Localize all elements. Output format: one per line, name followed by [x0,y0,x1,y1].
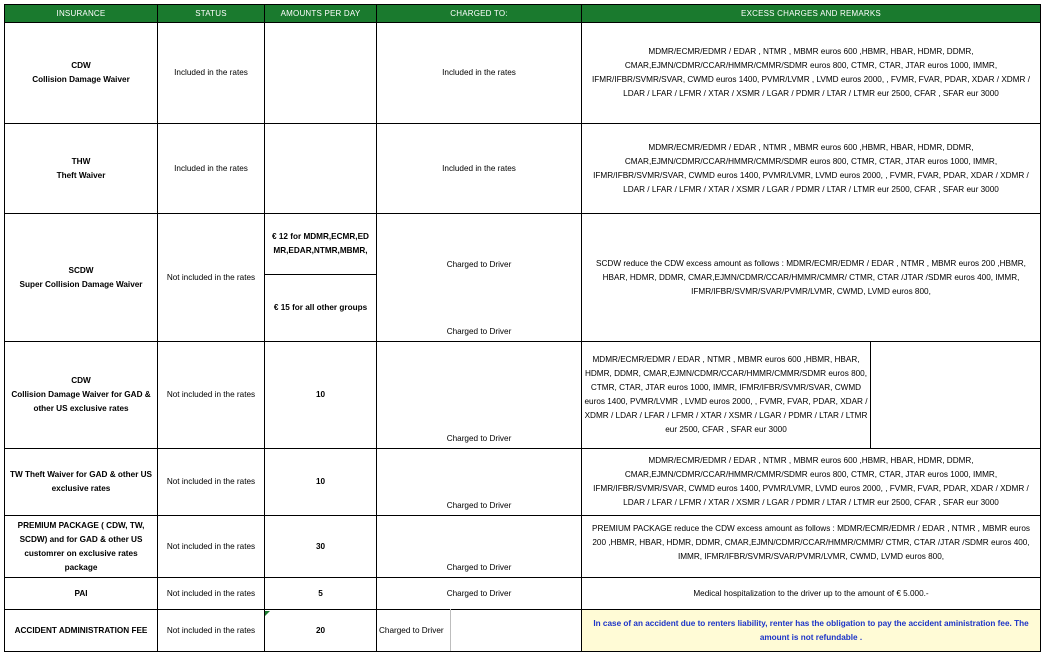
amount-cell: 30 [315,541,326,551]
amount-cell: € 15 for all other groups [273,303,368,312]
charged-cell: Included in the rates [442,68,516,77]
remarks-cell: PREMIUM PACKAGE reduce the CDW excess amount as follows : MDMR/ECMR/EDMR / EDAR , NTMR , MBMR euros 200 ,HBMR, HBAR, HDMR, DDMR, CMAR,EJMN/CDMR/CCAR/HMMR/CMMR/ CTMR, CTAR /JTAR /SDMR euros 400, IMMR, IFMR/IFBR/SVMR/SVAR/PVMR/LVMR, CWMD, LVMD euros 800, [592,524,1030,561]
remarks-cell: Medical hospitalization to the driver up to the amount of € 5.000.- [693,588,929,598]
header-status: STATUS [158,5,264,22]
remarks-cell: MDMR/ECMR/EDMR / EDAR , NTMR , MBMR euros 600 ,HBMR, HBAR, HDMR, DDMR, CMAR,EJMN/CDMR/CCAR/HMMR/CMMR/SDMR euros 800, CTMR, CTAR, JTAR euros 1000, IMMR, IFMR/IFBR/SVMR/SVAR, CWMD euros 1400, PVMR/LVMR, LVMD euros 2000, , FVMR, FVAR, PDAR, XDAR / XDMR / LDAR / LFAR / LFMR / XTAR / XSMR / LGAR / PDMR / LTAR / LTMR eur 2500, CFAR , SFAR eur 3000 [593,142,1029,194]
charged-cell: Charged to Driver [446,434,512,443]
amount-cell [265,23,376,123]
header-amounts: AMOUNTS PER DAY [265,5,376,22]
remarks-cell: MDMR/ECMR/EDMR / EDAR , NTMR , MBMR euros 600 ,HBMR, HBAR, HDMR, DDMR, CMAR,EJMN/CDMR/CCAR/HMMR/CMMR/SDMR euros 800, CTMR, CTAR, JTAR euros 1000, IMMR, IFMR/IFBR/SVMR/SVAR, CWMD euros 1400, PVMR/LVMR , LVMD euros 2000, , FVMR, FVAR, PDAR, XDAR / XDMR / LDAR / LFAR / LFMR / XTAR / XSMR / LGAR / PDMR / LTAR / LTMR eur 2500, CFAR , SFAR eur 3000 [592,47,1030,98]
table-row-tw-gad-name: TW Theft Waiver for GAD & other US exclusive rates [9,470,153,493]
remarks-cell: SCDW reduce the CDW excess amount as follows : MDMR/ECMR/EDMR / EDAR , NTMR , MBMR euros 200 ,HBMR, HBAR, HDMR, DDMR, CMAR,EJMN/CDMR/CCAR/HMMR/CMMR/ CTMR, CTAR /JTAR /SDMR euros 400, IMMR, IFMR/IFBR/SVMR/SVAR/PVMR/LVMR, CWMD, LVMD euros 800, [596,258,1026,296]
status-cell: Not included in the rates [166,541,256,551]
charged-cell: Charged to Driver [446,260,512,269]
table-row-premium-name: PREMIUM PACKAGE ( CDW, TW, SCDW) and for GAD & other US customrer on exclusive rates package [17,520,145,572]
table-row-thw-name [5,124,157,213]
status-cell: Included in the rates [174,68,248,77]
header-excess: EXCESS CHARGES AND REMARKS [582,5,1040,22]
charged-cell: Charged to Driver [379,625,444,635]
table-row-accident-fee-name: ACCIDENT ADMINISTRATION FEE [14,625,148,635]
insurance-code: CDW [71,376,91,385]
charged-cell: Charged to Driver [446,501,512,510]
table-row-pai-name: PAI [74,588,88,598]
charged-cell: Charged to Driver [446,563,512,572]
insurance-code: CDW [71,61,91,70]
charged-cell: Charged to Driver [446,327,512,336]
insurance-code: THW [71,156,91,166]
status-cell: Not included in the rates [166,625,256,635]
status-cell: Not included in the rates [166,272,256,282]
insurance-code: SCDW [68,265,94,275]
insurance-name: Collision Damage Waiver [32,75,130,84]
amount-cell: 10 [315,477,326,486]
insurance-name: Super Collision Damage Waiver [19,279,143,289]
status-cell: Not included in the rates [166,477,256,486]
amount-cell: 20 [315,625,326,635]
amount-cell [265,124,376,213]
status-cell: Included in the rates [174,163,248,173]
status-cell: Not included in the rates [166,390,256,399]
table-row-cdw-name [5,23,157,123]
header-insurance: INSURANCE [5,5,157,22]
status-cell: Not included in the rates [166,588,256,598]
charged-cell: Included in the rates [442,163,516,173]
accident-fee-note: In case of an accident due to renters liability, renter has the obligation to pay the accident aministration fee. The amount is not refundable . [582,610,1040,651]
amount-cell: 10 [315,390,326,399]
amount-cell: € 12 for MDMR,ECMR,EDMR,EDAR,NTMR,MBMR, [272,232,369,255]
charged-cell: Charged to Driver [446,588,512,598]
table-row-cdw-gad-name [5,342,157,448]
header-charged: CHARGED TO: [377,5,581,22]
table-row-scdw-name [5,214,157,341]
remarks-cell: MDMR/ECMR/EDMR / EDAR , NTMR , MBMR euros 600 ,HBMR, HBAR, HDMR, DDMR, CMAR,EJMN/CDMR/CCAR/HMMR/CMMR/SDMR euros 800, CTMR, CTAR, JTAR euros 1000, IMMR, IFMR/IFBR/SVMR/SVAR, CWMD euros 1400, PVMR/LVMR , LVMD euros 2000, , FVMR, FVAR, PDAR, XDAR / XDMR / LDAR / LFAR / LFMR / XTAR / XSMR / LGAR / PDMR / LTAR / LTMR eur 2500, CFAR , SFAR eur 3000 [584,355,868,434]
insurance-name: Theft Waiver [56,170,106,180]
comment-marker-icon [265,611,270,616]
insurance-name: Collision Damage Waiver for GAD & other US exclusive rates [11,390,151,413]
remarks-cell: MDMR/ECMR/EDMR / EDAR , NTMR , MBMR euros 600 ,HBMR, HBAR, HDMR, DDMR, CMAR,EJMN/CDMR/CCAR/HMMR/CMMR/SDMR euros 800, CTMR, CTAR, JTAR euros 1000, IMMR, IFMR/IFBR/SVMR/SVAR, CWMD euros 1400, PVMR/LVMR, LVMD euros 2000, , FVMR, FVAR, PDAR, XDAR / XDMR / LDAR / LFAR / LFMR / XTAR / XSMR / LGAR / PDMR / LTAR / LTMR eur 2500, CFAR , SFAR eur 3000 [593,456,1029,507]
amount-cell: 5 [318,588,323,598]
